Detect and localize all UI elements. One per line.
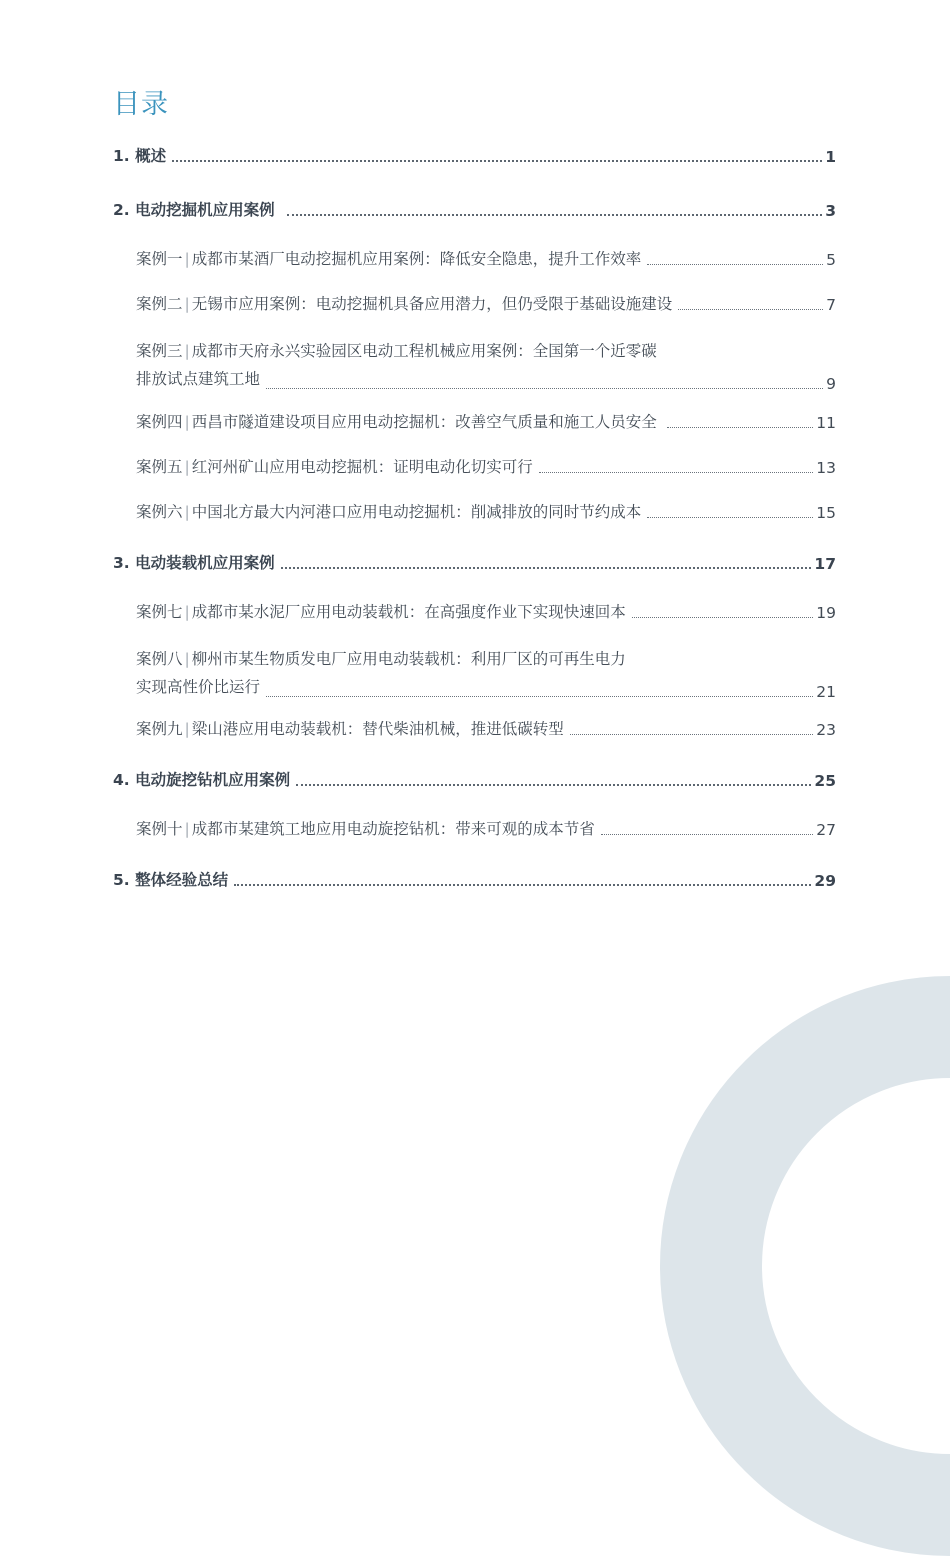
case-tag: 案例一	[136, 250, 183, 268]
case-title: 成都市某酒厂电动挖掘机应用案例：降低安全隐患，提升工作效率	[191, 250, 642, 268]
toc-page-number: 17	[814, 555, 836, 573]
toc-section-2[interactable]	[113, 198, 836, 220]
toc-page-number: 13	[816, 459, 836, 477]
dot-leader	[172, 160, 822, 162]
case-separator: |	[184, 342, 190, 360]
case-separator: |	[184, 603, 190, 621]
toc-page-number: 25	[814, 772, 836, 790]
case-tag: 案例十	[136, 820, 183, 838]
dot-leader	[678, 309, 823, 310]
toc-case-2[interactable]	[136, 292, 836, 314]
case-separator: |	[184, 820, 190, 838]
toc-page-number: 1	[825, 148, 836, 166]
case-separator: |	[184, 503, 190, 521]
case-separator: |	[184, 650, 190, 668]
decorative-ring	[660, 976, 950, 1556]
toc-case-5[interactable]	[136, 455, 836, 477]
toc-section-label: 5. 整体经验总结	[113, 871, 229, 889]
case-tag: 案例七	[136, 603, 183, 621]
toc-case-8[interactable]	[136, 645, 836, 701]
toc-section-label: 3. 电动装载机应用案例	[113, 554, 275, 572]
toc-section-1[interactable]	[113, 144, 836, 166]
case-tag: 案例三	[136, 342, 183, 360]
case-separator: |	[184, 458, 190, 476]
toc-section-label: 4. 电动旋挖钻机应用案例	[113, 771, 291, 789]
toc-section-3[interactable]	[113, 551, 836, 573]
toc-page-number: 5	[826, 251, 836, 269]
dot-leader	[287, 214, 823, 216]
toc-page-number: 23	[816, 721, 836, 739]
toc-page-number: 3	[825, 202, 836, 220]
toc-case-1[interactable]	[136, 247, 836, 269]
dot-leader	[266, 388, 823, 389]
case-title: 成都市某水泥厂应用电动装载机：在高强度作业下实现快速回本	[191, 603, 626, 621]
case-title: 柳州市某生物质发电厂应用电动装载机：利用厂区的可再生电力	[191, 650, 626, 668]
case-title: 无锡市应用案例：电动挖掘机具备应用潜力，但仍受限于基础设施建设	[191, 295, 673, 313]
case-title-continued: 排放试点建筑工地	[136, 370, 261, 388]
toc-section-4[interactable]	[113, 768, 836, 790]
toc-case-9[interactable]	[136, 717, 836, 739]
case-title: 红河州矿山应用电动挖掘机：证明电动化切实可行	[191, 458, 533, 476]
case-separator: |	[184, 250, 190, 268]
toc-page-number: 7	[826, 296, 836, 314]
dot-leader	[601, 834, 814, 835]
dot-leader	[647, 517, 813, 518]
case-title: 中国北方最大内河港口应用电动挖掘机：削减排放的同时节约成本	[191, 503, 642, 521]
dot-leader	[570, 734, 814, 735]
toc-section-5[interactable]	[113, 868, 836, 890]
toc-page-number: 11	[816, 414, 836, 432]
toc-case-6[interactable]	[136, 500, 836, 522]
case-tag: 案例五	[136, 458, 183, 476]
case-title: 梁山港应用电动装载机：替代柴油机械，推进低碳转型	[191, 720, 564, 738]
dot-leader	[632, 617, 814, 618]
toc-case-3[interactable]	[136, 337, 836, 393]
dot-leader	[234, 884, 811, 886]
case-title: 成都市某建筑工地应用电动旋挖钻机：带来可观的成本节省	[191, 820, 595, 838]
dot-leader	[539, 472, 814, 473]
dot-leader	[296, 784, 811, 786]
case-tag: 案例六	[136, 503, 183, 521]
dot-leader	[667, 427, 814, 428]
toc-page-number: 15	[816, 504, 836, 522]
case-title: 成都市天府永兴实验园区电动工程机械应用案例：全国第一个近零碳	[191, 342, 657, 360]
toc-case-10[interactable]	[136, 817, 836, 839]
case-separator: |	[184, 295, 190, 313]
case-title-continued: 实现高性价比运行	[136, 678, 261, 696]
toc-case-7[interactable]	[136, 600, 836, 622]
case-title: 西昌市隧道建设项目应用电动挖掘机：改善空气质量和施工人员安全	[191, 413, 657, 431]
toc-case-4[interactable]	[136, 410, 836, 432]
case-tag: 案例四	[136, 413, 183, 431]
toc-section-label: 2. 电动挖掘机应用案例	[113, 201, 275, 219]
dot-leader	[266, 696, 813, 697]
toc-page-number: 27	[816, 821, 836, 839]
toc-page-number: 21	[816, 683, 836, 701]
case-tag: 案例八	[136, 650, 183, 668]
case-separator: |	[184, 720, 190, 738]
case-tag: 案例九	[136, 720, 183, 738]
toc-page-number: 9	[826, 375, 836, 393]
toc-page-number: 29	[814, 872, 836, 890]
dot-leader	[647, 264, 823, 265]
case-tag: 案例二	[136, 295, 183, 313]
dot-leader	[281, 567, 812, 569]
toc-page-number: 19	[816, 604, 836, 622]
case-separator: |	[184, 413, 190, 431]
toc-title: 目录	[113, 89, 169, 120]
toc-section-label: 1. 概述	[113, 147, 167, 165]
